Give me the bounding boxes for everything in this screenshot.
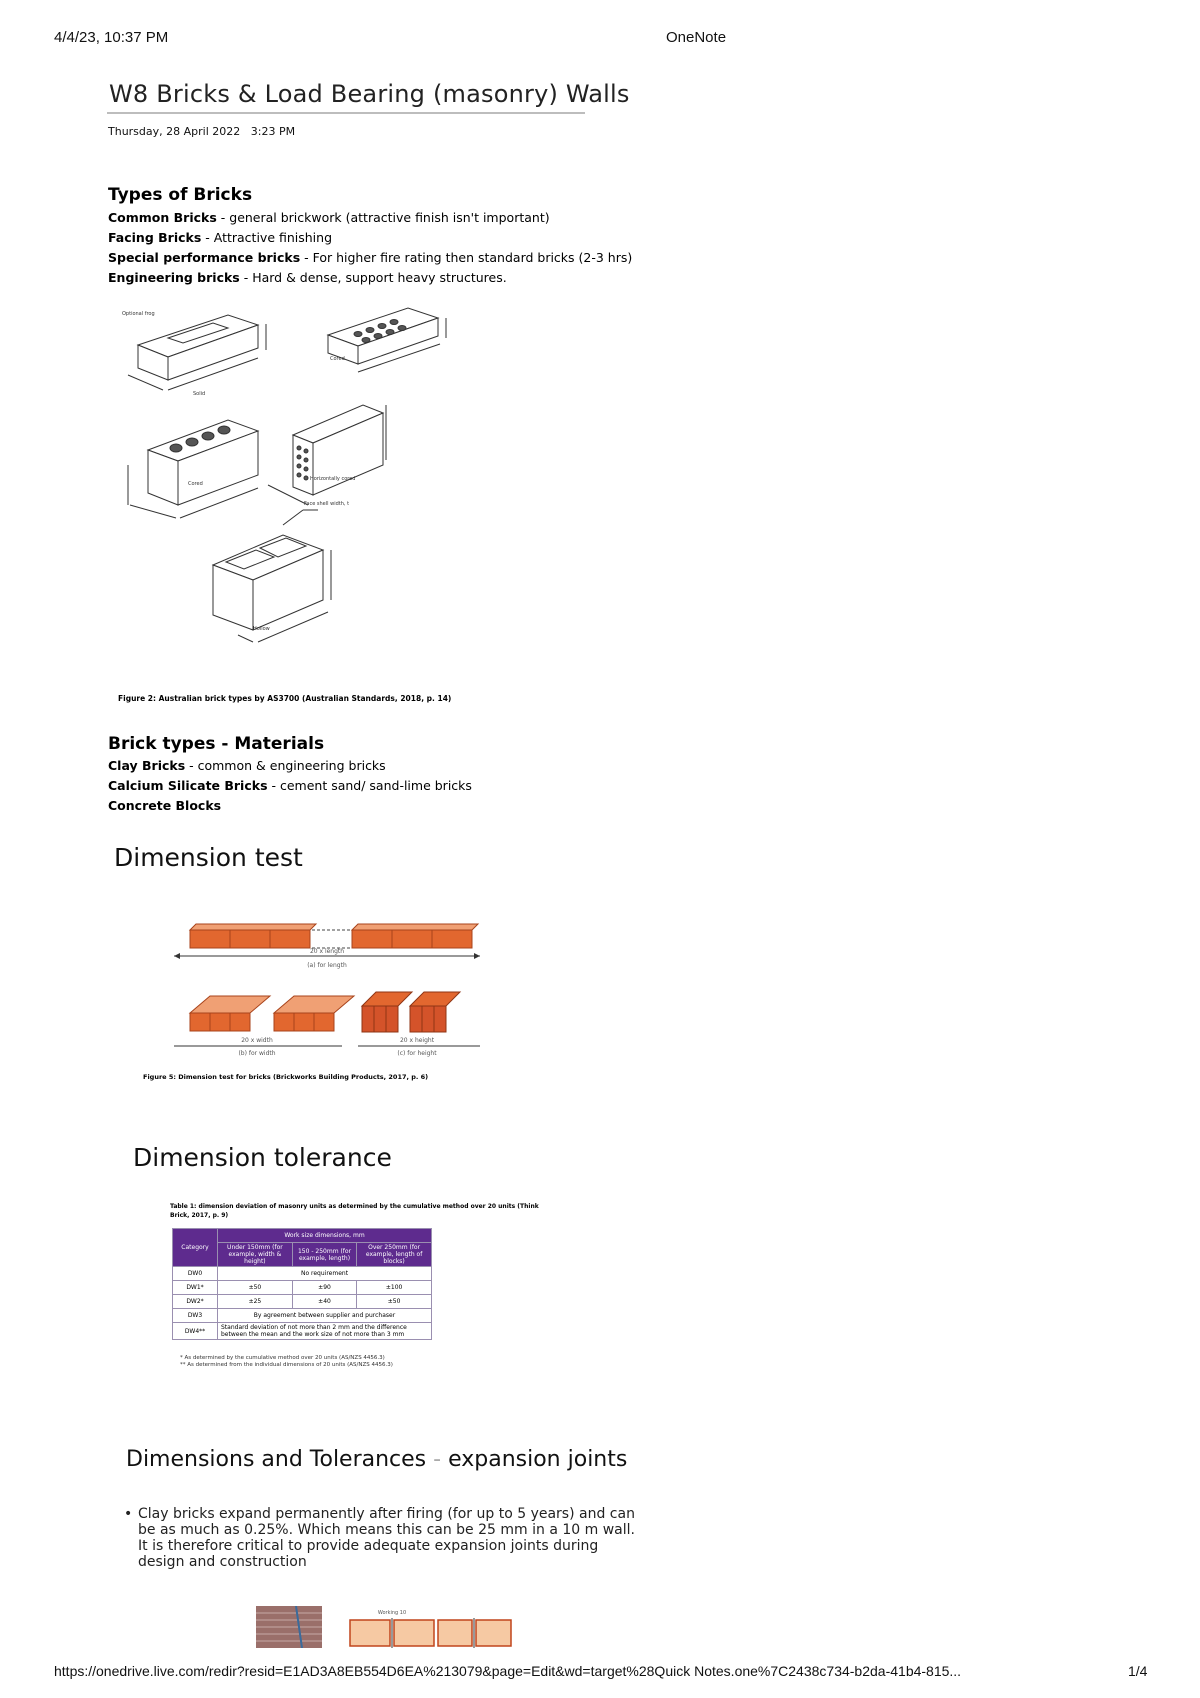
dimension-tolerance-heading: Dimension tolerance [133, 1143, 392, 1172]
table-row: DW1* ±50 ±90 ±100 [173, 1281, 432, 1295]
brick-types-figure [118, 300, 498, 685]
materials-list [108, 756, 472, 816]
column-header: Under 150mm (for example, width & height) [218, 1243, 293, 1267]
types-heading: Types of Bricks [108, 185, 253, 205]
expansion-bullet: • Clay bricks expand permanently after firing (for up to 5 years) and can be as much as 0.25%. Which means this can be 25 mm in a 10 m wall. It is therefore critical to provide adequate expansion joints during design and construction [124, 1506, 635, 1570]
dimension-test-heading: Dimension test [114, 843, 303, 872]
length-measure-label: 20 x length [309, 948, 345, 955]
list-item: Calcium Silicate Bricks - cement sand/ sand-lime bricks [108, 778, 472, 793]
cored-block-drawing [128, 420, 258, 518]
label-face-shell: Face shell width, t [304, 501, 350, 507]
title-divider [107, 112, 585, 114]
table-row: DW2* ±25 ±40 ±50 [173, 1295, 432, 1309]
horizontally-cored-drawing [268, 405, 386, 505]
page-datetime [108, 125, 295, 138]
print-datetime: 4/4/23, 10:37 PM [54, 29, 169, 46]
tolerance-table [172, 1228, 432, 1340]
label-optional-frog: Optional frog [122, 311, 155, 317]
page-time: 3:23 PM [250, 125, 296, 138]
footnote: ** As determined from the individual dimensions of 20 units (AS/NZS 4456.3) [180, 1362, 393, 1368]
label-cored-2: Cored [188, 481, 203, 487]
width-caption: (b) for width [238, 1050, 276, 1057]
height-caption: (c) for height [397, 1050, 437, 1057]
solid-brick-drawing [128, 315, 266, 390]
print-app-name: OneNote [666, 29, 727, 46]
brick-wall-photo [256, 1606, 322, 1648]
dimension-test-figure [162, 918, 492, 1063]
hollow-block-drawing [213, 510, 331, 642]
label-solid: Solid [193, 391, 206, 397]
length-caption: (a) for length [307, 962, 347, 969]
list-item: Clay Bricks - common & engineering bricks [108, 758, 386, 773]
column-header: Over 250mm (for example, length of blocks) [357, 1243, 432, 1267]
list-item: Facing Bricks - Attractive finishing [108, 230, 333, 245]
footer-page-number: 1/4 [1128, 1663, 1148, 1679]
materials-heading: Brick types - Materials [108, 734, 325, 754]
label-hollow: Hollow [253, 626, 270, 632]
types-list [108, 208, 632, 288]
table-row: DW0 No requirement [173, 1267, 432, 1281]
height-measure-label: 20 x height [399, 1037, 435, 1044]
table-row: DW4** Standard deviation of not more than 2 mm and the difference between the mean and the work size of not more than 3 mm [173, 1323, 432, 1340]
column-header: 150 - 250mm (for example, length) [292, 1243, 356, 1267]
label-cored: Cored [330, 356, 345, 362]
expansion-joint-diagram [348, 1606, 513, 1648]
footnote: * As determined by the cumulative method over 20 units (AS/NZS 4456.3) [180, 1355, 385, 1361]
page-title[interactable]: W8 Bricks & Load Bearing (masonry) Walls [109, 80, 630, 108]
width-measure-label: 20 x width [241, 1037, 273, 1044]
group-header: Work size dimensions, mm [218, 1229, 432, 1243]
list-item: Common Bricks - general brickwork (attractive finish isn't important) [108, 210, 550, 225]
list-item: Concrete Blocks [108, 798, 222, 813]
list-item: Special performance bricks - For higher fire rating then standard bricks (2-3 hrs) [108, 250, 633, 265]
figure-5-caption: Figure 5: Dimension test for bricks (Brickworks Building Products, 2017, p. 6) [143, 1073, 429, 1081]
figure-2-caption: Figure 2: Australian brick types by AS3700 (Australian Standards, 2018, p. 14) [118, 694, 452, 703]
tolerance-table-title: Table 1: dimension deviation of masonry units as determined by the cumulative method over 20 units (Think Brick, 2017, p. 9) [170, 1203, 539, 1219]
list-item: Engineering bricks - Hard & dense, support heavy structures. [108, 270, 507, 285]
footer-url[interactable]: https://onedrive.live.com/redir?resid=E1AD3A8EB554D6EA%213079&page=Edit&wd=target%28Quick Notes.one%7C2438c734-b2da-41b4-815... [54, 1663, 962, 1679]
table-footnotes [180, 1355, 393, 1369]
label-horizontally-cored: Horizontally cored [310, 476, 356, 482]
joint-label: Working 10 [377, 1610, 407, 1616]
expansion-heading: Dimensions and Tolerances - expansion joints [126, 1447, 628, 1472]
column-header: Category [173, 1229, 218, 1267]
page-date: Thursday, 28 April 2022 [108, 125, 241, 138]
cored-brick-drawing [328, 308, 446, 372]
table-row: DW3 By agreement between supplier and purchaser [173, 1309, 432, 1323]
